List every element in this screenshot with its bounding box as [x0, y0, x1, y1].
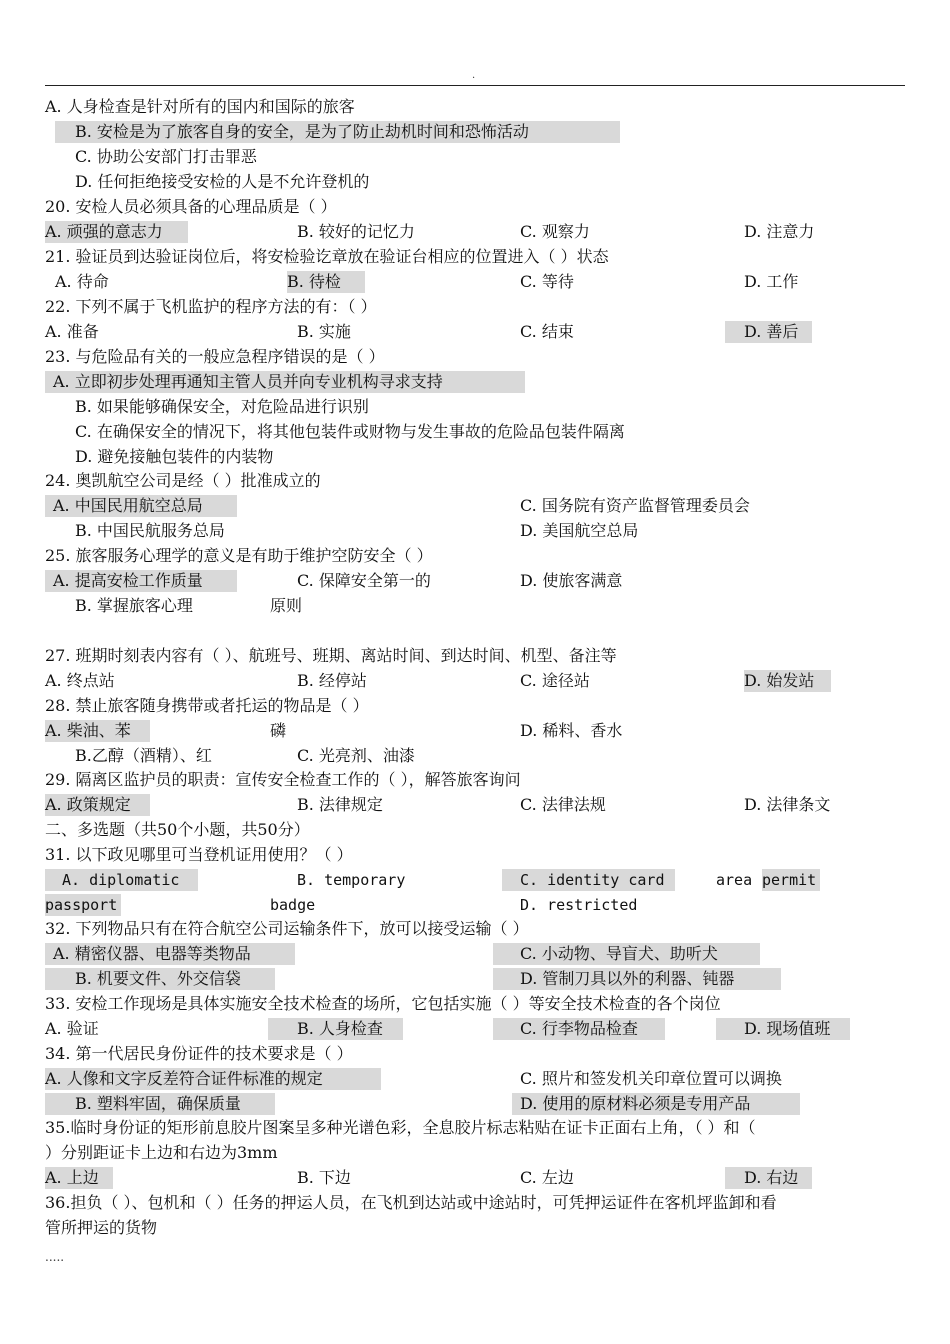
q35-stem-line2: ）分别距证卡上边和右边为3mm	[45, 1143, 278, 1162]
q29-option-b: B. 法律规定	[297, 795, 383, 814]
q34-option-b: B. 塑料牢固，确保质量	[45, 1093, 275, 1115]
q25-option-a: A. 提高安检工作质量	[45, 570, 237, 592]
q27-option-c: C. 途径站	[520, 671, 590, 690]
q36-stem-line1: 36.担负（ ）、包机和（ ）任务的押运人员，在飞机到达站或中途站时，可凭押运证件在客机坪监卸和看	[45, 1193, 777, 1212]
q23-option-d: D. 避免接触包装件的内装物	[75, 447, 274, 466]
q35-stem-line1: 35.临时身份证的矩形前息胶片图案呈多种光谱色彩，全息胶片标志粘贴在证卡正面右上角，（ ）和（	[45, 1118, 756, 1137]
q33-option-c: C. 行李物品检查	[493, 1018, 665, 1040]
q31-option-c: C. identity card	[502, 869, 675, 891]
q25-option-d: D. 使旅客满意	[520, 571, 623, 590]
section-heading: 二、多选题（共50个小题，共50分）	[45, 820, 310, 839]
q31-permit: permit	[762, 869, 820, 891]
q24-option-d: D. 美国航空总局	[520, 521, 639, 540]
q28-option-d: D. 稀料、香水	[520, 721, 623, 740]
q28-option-b: B.乙醇（酒精）、红	[75, 746, 212, 765]
q23-option-a: A. 立即初步处理再通知主管人员并向专业机构寻求支持	[45, 371, 525, 393]
q23-stem: 23. 与危险品有关的一般应急程序错误的是（ ）	[45, 347, 385, 366]
q21-option-a: A. 待命	[55, 272, 109, 291]
q22-option-b: B. 实施	[297, 322, 351, 341]
q24-stem: 24. 奥凯航空公司是经（ ）批准成立的	[45, 471, 321, 490]
q31-area: area	[716, 871, 753, 889]
footer-mark: .....	[45, 1250, 65, 1264]
q31-option-d: D. restricted	[520, 896, 638, 914]
q20-option-b: B. 较好的记忆力	[297, 222, 415, 241]
q34-option-d: D. 使用的原材料必须是专用产品	[512, 1093, 800, 1115]
q24-option-b: B. 中国民航服务总局	[75, 521, 225, 540]
q22-option-c: C. 结束	[520, 322, 574, 341]
q35-option-a: A. 上边	[45, 1167, 113, 1189]
q19-option-b: B. 安检是为了旅客自身的安全，是为了防止劫机时间和恐怖活动	[55, 121, 620, 143]
header-rule	[45, 85, 905, 86]
q20-option-c: C. 观察力	[520, 222, 590, 241]
q20-option-a: A. 顽强的意志力	[45, 221, 188, 243]
q19-option-d: D. 任何拒绝接受安检的人是不允许登机的	[75, 172, 370, 191]
q23-option-c: C. 在确保安全的情况下，将其他包装件或财物与发生事故的危险品包装件隔离	[75, 422, 625, 441]
q25-option-c: C. 保障安全第一的	[297, 571, 431, 590]
q21-option-d: D. 工作	[744, 272, 799, 291]
q19-option-c: C. 协助公安部门打击罪恶	[75, 147, 257, 166]
q34-option-a: A. 人像和文字反差符合证件标准的规定	[45, 1068, 381, 1090]
q27-option-b: B. 经停站	[297, 671, 367, 690]
q29-option-a: A. 政策规定	[45, 794, 150, 816]
q35-option-c: C. 左边	[520, 1168, 574, 1187]
q19-option-a: A. 人身检查是针对所有的国内和国际的旅客	[45, 97, 355, 116]
q35-option-d: D. 右边	[725, 1167, 812, 1189]
q25-option-b: B. 掌握旅客心理	[75, 596, 193, 615]
q33-option-d: D. 现场值班	[716, 1018, 850, 1040]
q24-option-a: A. 中国民用航空总局	[45, 495, 237, 517]
q34-option-c: C. 照片和签发机关印章位置可以调换	[520, 1069, 782, 1088]
q22-option-a: A. 准备	[45, 322, 99, 341]
q20-stem: 20. 安检人员必须具备的心理品质是（ ）	[45, 197, 337, 216]
q27-stem: 27. 班期时刻表内容有（ ）、航班号、班期、离站时间、到达时间、机型、备注等	[45, 646, 617, 665]
q33-option-a: A. 验证	[45, 1019, 99, 1038]
q27-option-d: D. 始发站	[744, 670, 831, 692]
q21-option-b: B. 待检	[287, 271, 365, 293]
q31-passport: passport	[45, 894, 121, 916]
q22-option-d: D. 善后	[725, 321, 812, 343]
q21-option-c: C. 等待	[520, 272, 574, 291]
q36-stem-line2: 管所押运的货物	[45, 1218, 158, 1237]
q32-option-b: B. 机要文件、外交信袋	[45, 968, 275, 990]
q35-option-b: B. 下边	[297, 1168, 351, 1187]
q33-option-b: B. 人身检查	[268, 1018, 403, 1040]
q23-option-b: B. 如果能够确保安全，对危险品进行识别	[75, 397, 369, 416]
header-mark: .	[472, 70, 476, 81]
q28-option-c: C. 光亮剂、油漆	[297, 746, 415, 765]
q32-option-a: A. 精密仪器、电器等类物品	[45, 943, 295, 965]
q28-option-a-tail: 磷	[270, 721, 287, 740]
q31-stem: 31. 以下政见哪里可当登机证用使用？（ ）	[45, 845, 353, 864]
q24-option-c: C. 国务院有资产监督管理委员会	[520, 496, 750, 515]
q32-stem: 32. 下列物品只有在符合航空公司运输条件下，放可以接受运输（ ）	[45, 919, 529, 938]
q29-option-c: C. 法律法规	[520, 795, 606, 814]
q29-stem: 29. 隔离区监护员的职责：宣传安全检查工作的（ ），解答旅客询问	[45, 770, 521, 789]
q25-stem: 25. 旅客服务心理学的意义是有助于维护空防安全（ ）	[45, 546, 433, 565]
q33-stem: 33. 安检工作现场是具体实施安全技术检查的场所，它包括实施（ ）等安全技术检查的各个岗位	[45, 994, 721, 1013]
q31-option-a: A. diplomatic	[45, 869, 198, 891]
q31-badge: badge	[270, 896, 316, 914]
q34-stem: 34. 第一代居民身份证件的技术要求是（ ）	[45, 1044, 353, 1063]
q32-option-d: D. 管制刀具以外的利器、钝器	[493, 968, 781, 990]
q29-option-d: D. 法律条文	[744, 795, 831, 814]
q31-option-b: B. temporary	[297, 871, 406, 889]
q28-option-a: A. 柴油、苯	[45, 720, 150, 742]
q28-stem: 28. 禁止旅客随身携带或者托运的物品是（ ）	[45, 696, 369, 715]
q22-stem: 22. 下列不属于飞机监护的程序方法的有：（ ）	[45, 297, 377, 316]
q21-stem: 21. 验证员到达验证岗位后，将安检验讫章放在验证台相应的位置进入（ ）状态	[45, 247, 609, 266]
q32-option-c: C. 小动物、导盲犬、助听犬	[493, 943, 760, 965]
q25-option-b-tail: 原则	[270, 596, 303, 615]
q27-option-a: A. 终点站	[45, 671, 115, 690]
q20-option-d: D. 注意力	[744, 222, 815, 241]
